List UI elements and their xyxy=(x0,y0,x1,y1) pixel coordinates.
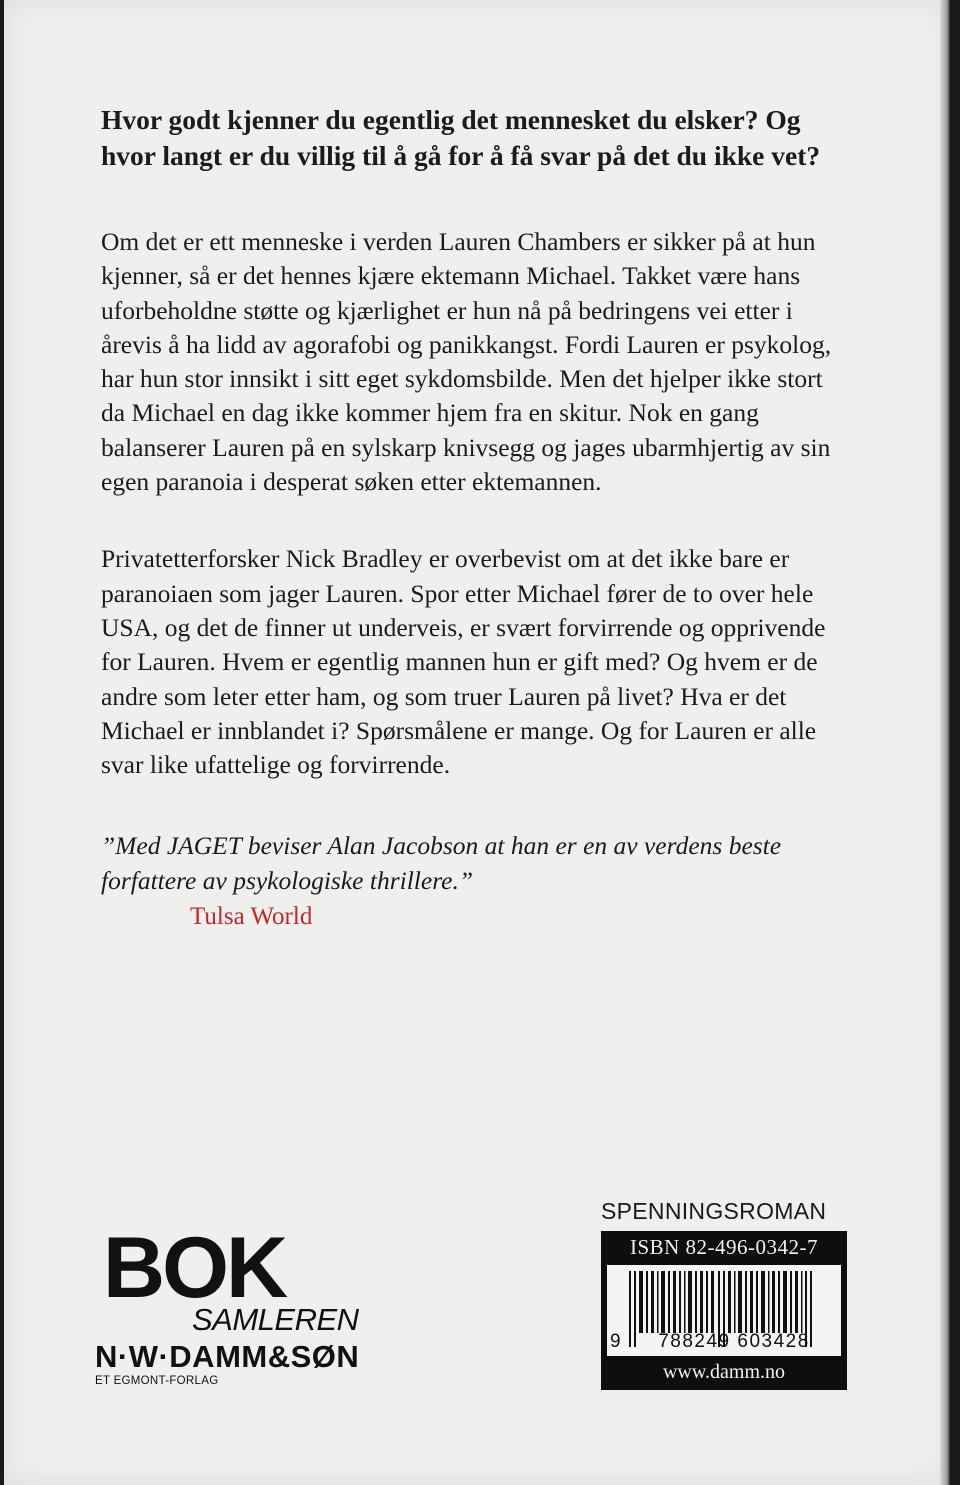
ean-digits: 788249 603428 xyxy=(658,1331,810,1352)
ean-first-digit: 9 xyxy=(610,1331,621,1352)
review-source: Tulsa World xyxy=(190,903,313,931)
blurb-paragraph-2: Privatetterforsker Nick Bradley er overbevist om at det ikke bare er paranoiaen som jager Lauren. Spor etter Michael fører de to over hele USA, og det de finner ut underveis, er svært forvirrende og opprivende for Lauren. Hvem er egentlig mannen hun er gift med? Og hvem er de andre som leter etter ham, og som truer Lauren på livet? Hva er det Michael er innblandet i? Spørsmålene er mange. Og for Lauren er alle svar like ufattelige og forvirrende. xyxy=(101,544,826,780)
genre-label: SPENNINGSROMAN xyxy=(601,1198,827,1224)
isbn-number: ISBN 82-496-0342-7 xyxy=(629,1235,819,1259)
boksamleren-logo xyxy=(103,1220,359,1337)
barcode xyxy=(607,1265,841,1356)
logo-title: BOK xyxy=(103,1220,286,1316)
blurb xyxy=(101,102,846,934)
publisher-subtitle: ET EGMONT-FORLAG xyxy=(95,1375,219,1387)
publisher-website: www.damm.no xyxy=(662,1361,786,1383)
publisher-name: N·W·DAMM&SØN xyxy=(95,1339,360,1374)
publisher-logo xyxy=(95,1340,359,1388)
blurb-lead: Hvor godt kjenner du egentlig det mennesket du elsker? Og hvor langt er du villig til å gå for å få svar på det du ikke vet? xyxy=(101,104,821,171)
isbn-barcode-box xyxy=(601,1231,847,1390)
logo-subtitle: SAMLEREN xyxy=(192,1302,359,1337)
blurb-paragraph-1: Om det er ett menneske i verden Lauren Chambers er sikker på at hun kjenner, så er det hennes kjære ektemann Michael. Takket være hans uforbeholdne støtte og kjærlighet er hun nå på bedringens vei etter i årevis å ha lidd av agorafobi og panikkangst. Fordi Lauren er psykolog, har hun stor innsikt i sitt eget sykdomsbilde. Men det hjelper ikke stort da Michael en dag ikke kommer hjem fra en skitur. Nok en gang balanserer Lauren på en sylskarp knivsegg og jages ubarmhjertig av sin egen paranoia i desperat søken etter ektemannen. xyxy=(101,227,832,497)
book-back-cover xyxy=(4,0,950,1485)
cover-edge xyxy=(940,0,950,1485)
review-quote: ”Med JAGET beviser Alan Jacobson at han er en av verdens beste forfattere av psykologiske thrillere.” xyxy=(101,831,782,895)
